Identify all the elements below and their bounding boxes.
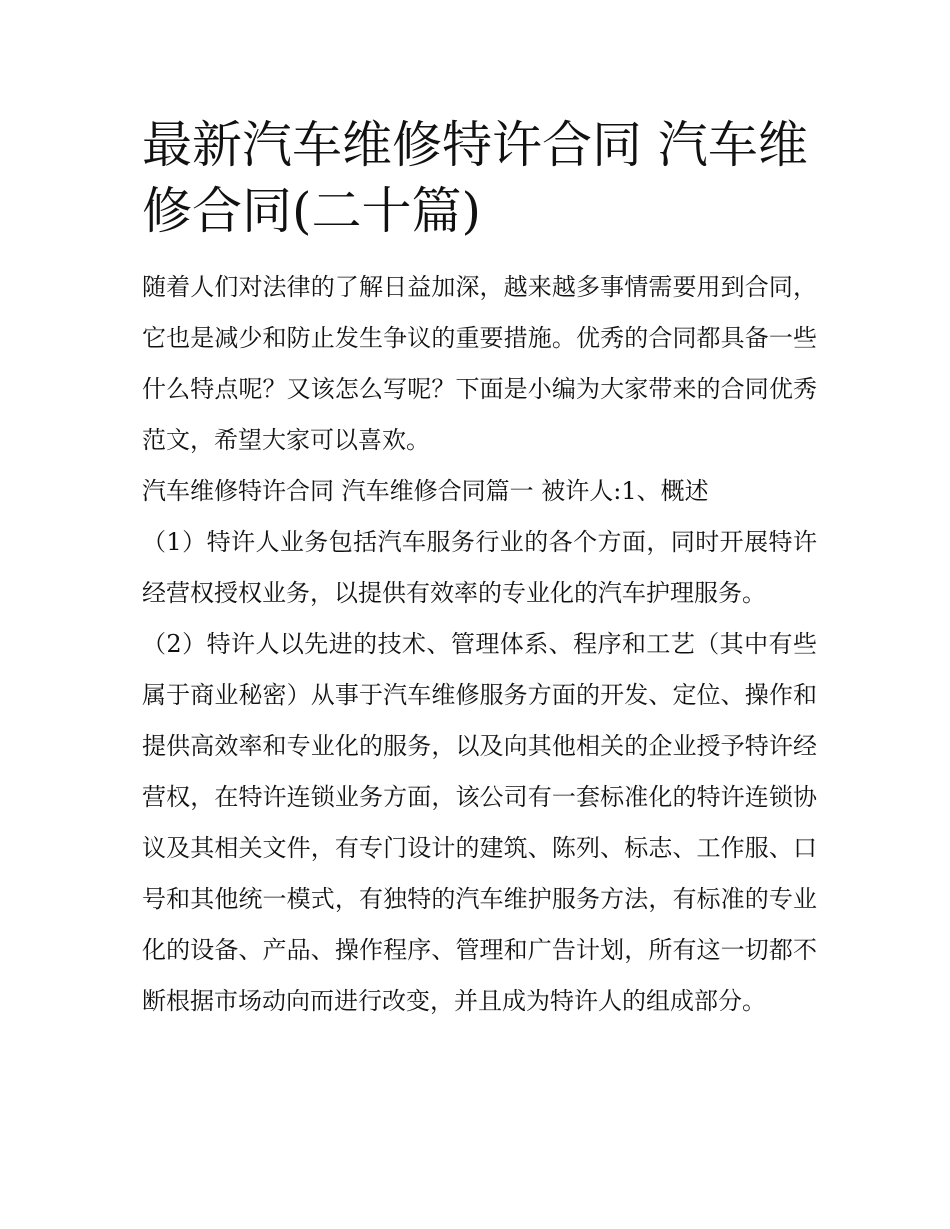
intro-paragraph: 随着人们对法律的了解日益加深，越来越多事情需要用到合同，它也是减少和防止发生争议的重要措施。优秀的合同都具备一些什么特点呢？又该怎么写呢？下面是小编为大家带来的合同优秀范文，希望大家可以喜欢。	[142, 273, 817, 454]
paragraph-2: （2）特许人以先进的技术、管理体系、程序和工艺（其中有些属于商业秘密）从事于汽车维修服务方面的开发、定位、操作和提供高效率和专业化的服务，以及向其他相关的企业授予特许经营权，在特许连锁业务方面，该公司有一套标准化的特许连锁协议及其相关文件，有专门设计的建筑、陈列、标志、工作服、口号和其他统一模式，有独特的汽车维护服务方法，有标准的专业化的设备、产品、操作程序、管理和广告计划，所有这一切都不断根据市场动向而进行改变，并且成为特许人的组成部分。	[142, 630, 817, 1015]
paragraph-1: （1）特许人业务包括汽车服务行业的各个方面，同时开展特许经营权授权业务，以提供有效率的专业化的汽车护理服务。	[142, 528, 817, 607]
document-page	[142, 112, 817, 1027]
section-heading: 汽车维修特许合同 汽车维修合同篇一 被许人:1、概述	[142, 477, 709, 505]
document-title: 最新汽车维修特许合同 汽车维修合同(二十篇)	[142, 116, 808, 240]
